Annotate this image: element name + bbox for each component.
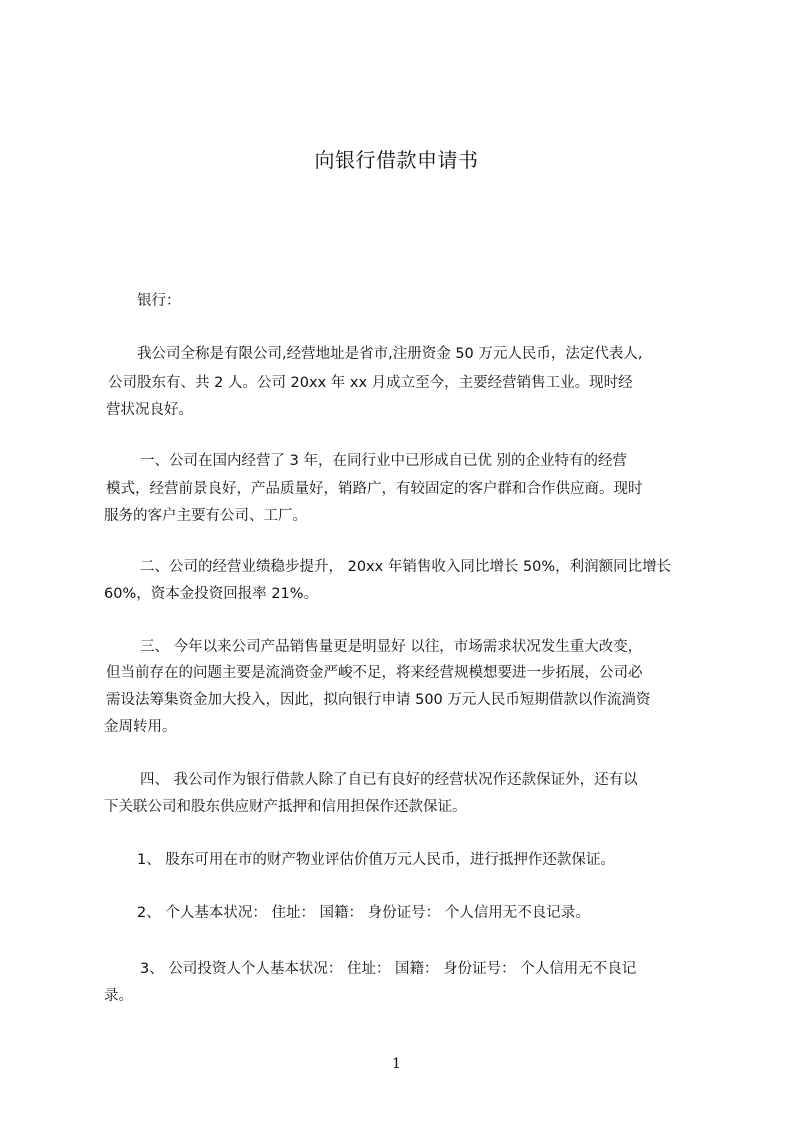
item2-line1: 二、公司的经营业绩稳步提升， 20xx 年销售收入同比增长 50%，利润额同比增长 [140,559,672,575]
item4-line2: 下关联公司和股东供应财产抵押和信用担保作还款保证。 [104,799,467,815]
guarantee2-line1: 2、 个人基本状况： 住址： 国籍： 身份证号： 个人信用无不良记录。 [137,905,590,921]
para1-line3: 营状况良好。 [106,402,193,418]
item1-line3: 服务的客户主要有公司、工厂。 [104,508,307,524]
item4-line1: 四、 我公司作为银行借款人除了自已有良好的经营状况作还款保证外，还有以 [140,772,638,788]
item3-line4: 金周转用。 [104,719,177,735]
item3-line2: 但当前存在的问题主要是流淌资金严峻不足，将来经营规模想要进一步拓展，公司必 [106,665,643,681]
guarantee1-line1: 1、 股东可用在市的财产物业评估价值万元人民币，进行抵押作还款保证。 [137,852,615,868]
guarantee3-line1: 3、 公司投资人个人基本状况： 住址： 国籍： 身份证号： 个人信用无不良记 [140,961,637,977]
guarantee3-line2: 录。 [104,988,133,1004]
item3-line1: 三、 今年以来公司产品销售量更是明显好 以往，市场需求状况发生重大改变， [140,639,643,655]
para1-line2: 公司股东有、共 2 人。公司 20xx 年 xx 月成立至今，主要经营销售工业。现时经 [108,375,633,391]
item3-line3: 需设法筹集资金加大投入，因此，拟向银行申请 500 万元人民币短期借款以作流淌资 [106,692,651,708]
salutation: 银行： [137,293,181,309]
document-title: 向银行借款申请书 [314,148,479,172]
para1-line1: 我公司全称是有限公司,经营地址是省市,注册资金 50 万元人民币，法定代表人, [137,346,643,362]
item1-line1: 一、公司在国内经营了 3 年，在同行业中已形成自已优 别的企业特有的经营 [140,453,628,469]
item2-line2: 60%，资本金投资回报率 21%。 [104,586,319,602]
item1-line2: 模式，经营前景良好，产品质量好，销路广，有较固定的客户群和合作供应商。现时 [106,481,643,497]
page-number: 1 [392,1056,401,1072]
